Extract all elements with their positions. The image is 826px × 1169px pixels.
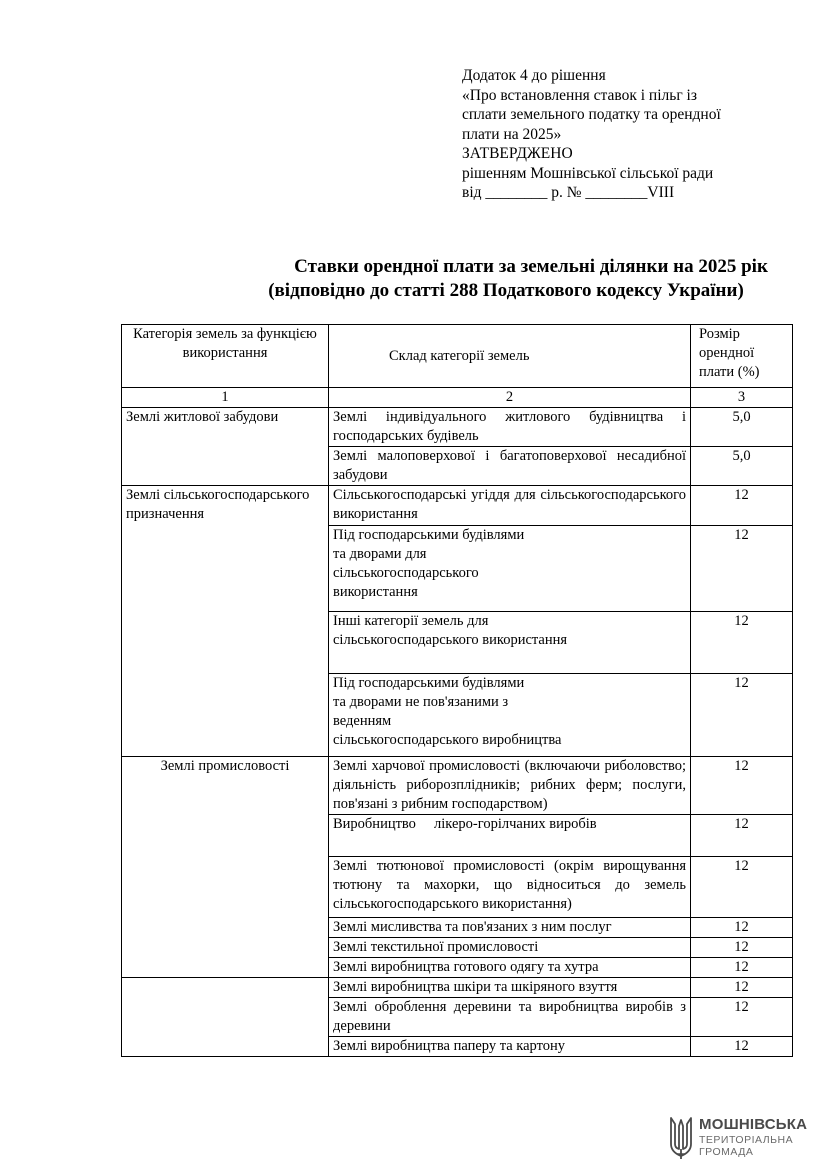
- row-text: Землі виробництва паперу та картону: [329, 1037, 691, 1057]
- row-rate: 12: [691, 612, 793, 674]
- row-text: Під господарськими будівлями та дворами для сільськогосподарського використання: [329, 526, 691, 612]
- row-text: Землі харчової промисловості (включаючи риболовство; діяльність риборозплідників; рибних ферм; послуги, пов'язані з рибним господарством): [329, 757, 691, 815]
- row-text: Землі виробництва шкіри та шкіряного взуття: [329, 978, 691, 998]
- row-rate: 12: [691, 918, 793, 938]
- table-row: [122, 408, 793, 447]
- row-rate: 5,0: [691, 408, 793, 447]
- row-rate: 5,0: [691, 447, 793, 486]
- row-text: Землі малоповерхової і багатоповерхової несадибної забудови: [329, 447, 691, 486]
- logo-line-2: ТЕРИТОРІАЛЬНА: [699, 1134, 794, 1146]
- row-rate: 12: [691, 486, 793, 526]
- community-logo: [668, 1116, 813, 1160]
- row-rate: 12: [691, 978, 793, 998]
- trident-icon: [668, 1116, 694, 1160]
- row-rate: 12: [691, 526, 793, 612]
- row-text: Землі індивідуального житлового будівництва і господарських будівель: [329, 408, 691, 447]
- header-line-appendix: Додаток 4 до рішення: [462, 67, 606, 84]
- table-row: [122, 486, 793, 526]
- header-category: Категорія земель за функцією використання: [122, 325, 329, 388]
- row-text: Землі мисливства та пов'язаних з ним послуг: [329, 918, 691, 938]
- logo-line-1: МОШНІВСЬКА: [699, 1116, 808, 1133]
- table-row: [122, 978, 793, 998]
- table-row: [122, 757, 793, 815]
- row-text: Землі виробництва готового одягу та хутра: [329, 958, 691, 978]
- header-line-council: рішенням Мошнівської сільської ради: [462, 164, 714, 182]
- document-subtitle: (відповідно до статті 288 Податкового кодексу України): [268, 280, 744, 301]
- header-line-decision-1: «Про встановлення ставок і пільг із: [462, 86, 697, 104]
- column-number-2: 2: [329, 388, 691, 408]
- column-number-3: 3: [691, 388, 793, 408]
- table-header-row: [122, 325, 793, 388]
- row-rate: 12: [691, 757, 793, 815]
- row-text: Землі тютюнової промисловості (окрім вирощування тютюну та махорки, що відноситься до земель сільськогосподарського використання): [329, 857, 691, 918]
- document-title: Ставки орендної плати за земельні ділянки на 2025 рік: [294, 256, 768, 277]
- table-numbering-row: [122, 388, 793, 408]
- row-text: Інші категорії земель для сільськогосподарського використання: [329, 612, 691, 674]
- row-rate: 12: [691, 857, 793, 918]
- row-rate: 12: [691, 674, 793, 757]
- header-line-date-number: від ________ р. № ________VIII: [462, 184, 675, 201]
- category-agricultural: Землі сільськогосподарського призначення: [122, 486, 329, 757]
- row-text: Землі текстильної промисловості: [329, 938, 691, 958]
- category-residential: Землі житлової забудови: [122, 408, 329, 486]
- row-text: Сільськогосподарські угіддя для сільськогосподарського використання: [329, 486, 691, 526]
- header-composition: Склад категорії земель: [329, 325, 691, 388]
- row-rate: 12: [691, 938, 793, 958]
- header-line-decision-2: сплати земельного податку та орендної: [462, 106, 721, 123]
- category-industrial: Землі промисловості: [122, 757, 329, 978]
- row-rate: 12: [691, 815, 793, 857]
- header-line-decision-3: плати на 2025»: [462, 125, 562, 143]
- header-rate: Розмір орендної плати (%): [691, 325, 793, 388]
- category-empty: [122, 978, 329, 1057]
- row-text: Виробництво лікеро-горілчаних виробів: [329, 815, 691, 857]
- row-rate: 12: [691, 958, 793, 978]
- document-header: [462, 66, 782, 203]
- logo-line-3: ГРОМАДА: [699, 1146, 754, 1158]
- header-line-approved: ЗАТВЕРДЖЕНО: [462, 145, 573, 162]
- row-text: Під господарськими будівлями та дворами не пов'язаними з веденням сільськогосподарського виробництва: [329, 674, 691, 757]
- row-rate: 12: [691, 998, 793, 1037]
- row-rate: 12: [691, 1037, 793, 1057]
- column-number-1: 1: [122, 388, 329, 408]
- rates-table: [121, 324, 793, 1057]
- row-text: Землі оброблення деревини та виробництва виробів з деревини: [329, 998, 691, 1037]
